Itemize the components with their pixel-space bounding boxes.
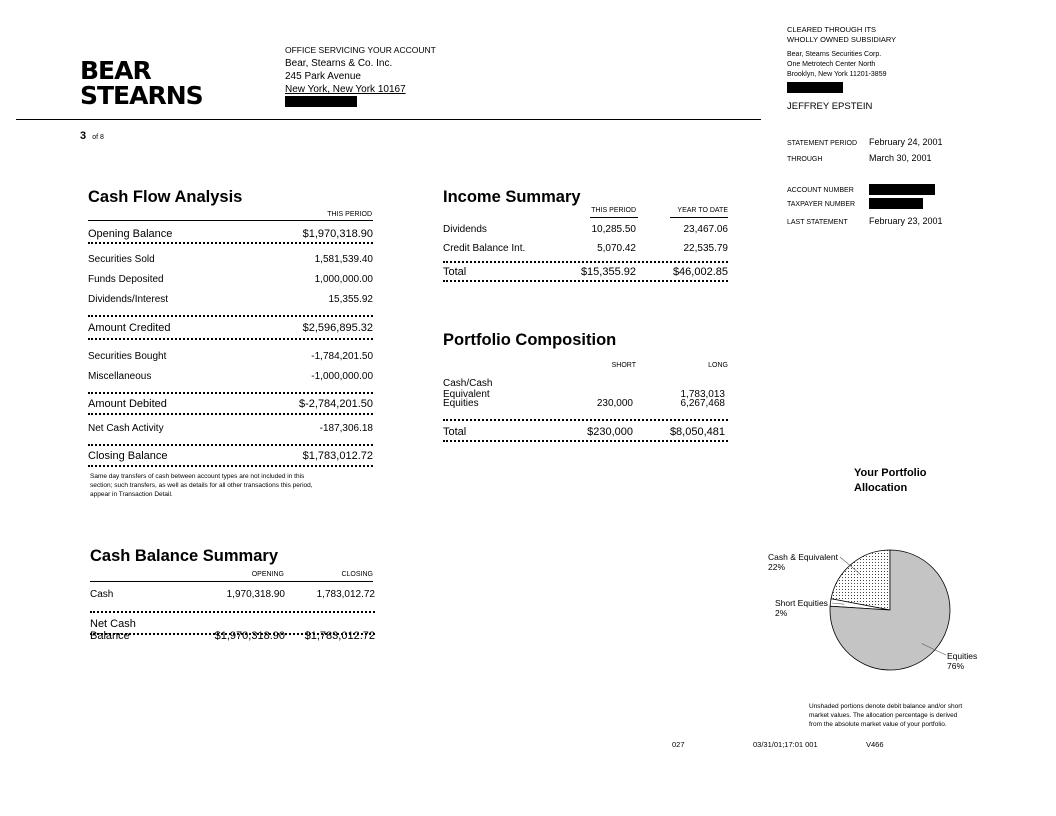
bear-stearns-logo: [80, 58, 203, 108]
header-divider: [16, 119, 761, 120]
table-row: Credit Balance Int. 5,070.42 22,535.79: [443, 243, 728, 254]
opening-header: OPENING: [251, 571, 284, 578]
subsidiary-line: One Metrotech Center North: [787, 61, 876, 68]
this-period-header: THIS PERIOD: [591, 207, 636, 214]
footer-code: 027: [672, 740, 685, 749]
year-to-date-header: YEAR TO DATE: [677, 207, 728, 214]
pie-percent-label: 22%: [768, 562, 786, 572]
list-item: Funds Deposited 1,000,000.00: [88, 274, 373, 285]
portfolio-composition-title: Portfolio Composition: [443, 331, 617, 349]
pie-percent-label: 2%: [775, 608, 788, 618]
list-item: Securities Bought -1,784,201.50: [88, 351, 373, 362]
closing-header: CLOSING: [341, 571, 373, 578]
income-total-row: Total $15,355.92 $46,002.85: [443, 266, 728, 278]
table-row: Equities 230,000 6,267,468: [443, 398, 725, 409]
cash-flow-title: Cash Flow Analysis: [88, 188, 243, 206]
allocation-title: Your Portfolio Allocation: [854, 467, 927, 494]
allocation-note: Unshaded portions denote debit balance and/or short market values. The allocation percentage is derived from the absolute market value of your portfolio.: [809, 703, 963, 728]
pie-label: Cash & Equivalent: [768, 552, 838, 562]
list-item: Securities Sold 1,581,539.40: [88, 254, 373, 265]
page-number: 3 of 8: [80, 130, 104, 142]
list-item: Dividends/Interest 15,355.92: [88, 294, 373, 305]
net-cash-balance-row: Net Cash Balance $1,970,318.90 $1,783,012.72: [90, 618, 375, 642]
statement-period: STATEMENT PERIOD February 24, 2001: [787, 137, 943, 147]
office-label: OFFICE SERVICING YOUR ACCOUNT: [285, 45, 436, 55]
allocation-pie-chart: [760, 540, 1020, 680]
account-number: ACCOUNT NUMBER: [787, 184, 935, 195]
table-row: Dividends 10,285.50 23,467.06: [443, 224, 728, 235]
portfolio-total-row: Total $230,000 $8,050,481: [443, 426, 725, 438]
office-block: [285, 44, 436, 107]
footer-stamp: 03/31/01;17:01 001: [753, 740, 818, 749]
redaction-bar: [787, 82, 843, 93]
table-row: Cash 1,970,318.90 1,783,012.72: [90, 589, 375, 600]
list-item: Miscellaneous -1,000,000.00: [88, 371, 373, 382]
redaction-bar: [285, 96, 357, 107]
pie-label: Short Equities: [775, 598, 828, 608]
long-header: LONG: [708, 362, 728, 369]
last-statement: LAST STATEMENT February 23, 2001: [787, 216, 943, 226]
logo-line-1: BEAR: [80, 56, 151, 85]
net-cash-activity-row: Net Cash Activity -187,306.18: [88, 423, 373, 434]
closing-balance-row: Closing Balance $1,783,012.72: [88, 450, 373, 462]
logo-line-2: STEARNS: [80, 81, 203, 110]
footer-version: V466: [866, 740, 884, 749]
clearing-block: [787, 25, 896, 93]
this-period-header: THIS PERIOD: [327, 211, 372, 218]
cash-flow-note: Same day transfers of cash between account types are not included in this section; such transfers, as well as details for all other transactions this period, appear in Transaction Detail.: [90, 473, 313, 498]
table-row: Cash/Cash Equivalent 1,783,013: [443, 378, 725, 400]
cleared-line: CLEARED THROUGH ITS: [787, 25, 877, 34]
office-line: Bear, Stearns & Co. Inc.: [285, 58, 393, 69]
taxpayer-number: TAXPAYER NUMBER: [787, 198, 923, 209]
amount-debited-row: Amount Debited $-2,784,201.50: [88, 398, 373, 410]
cleared-line: WHOLLY OWNED SUBSIDIARY: [787, 35, 897, 44]
statement-through: THROUGH March 30, 2001: [787, 153, 932, 163]
pie-label: Equities: [947, 651, 978, 661]
subsidiary-line: Bear, Stearns Securities Corp.: [787, 51, 882, 58]
office-line: 245 Park Avenue: [285, 71, 361, 82]
amount-credited-row: Amount Credited $2,596,895.32: [88, 322, 373, 334]
cash-balance-title: Cash Balance Summary: [90, 547, 279, 565]
client-name: JEFFREY EPSTEIN: [787, 101, 873, 112]
office-line: New York, New York 10167: [285, 84, 406, 95]
pie-percent-label: 76%: [947, 661, 965, 671]
short-header: SHORT: [611, 362, 636, 369]
opening-balance-row: Opening Balance $1,970,318.90: [88, 228, 373, 240]
income-summary-title: Income Summary: [443, 188, 581, 206]
subsidiary-line: Brooklyn, New York 11201-3859: [787, 71, 887, 78]
